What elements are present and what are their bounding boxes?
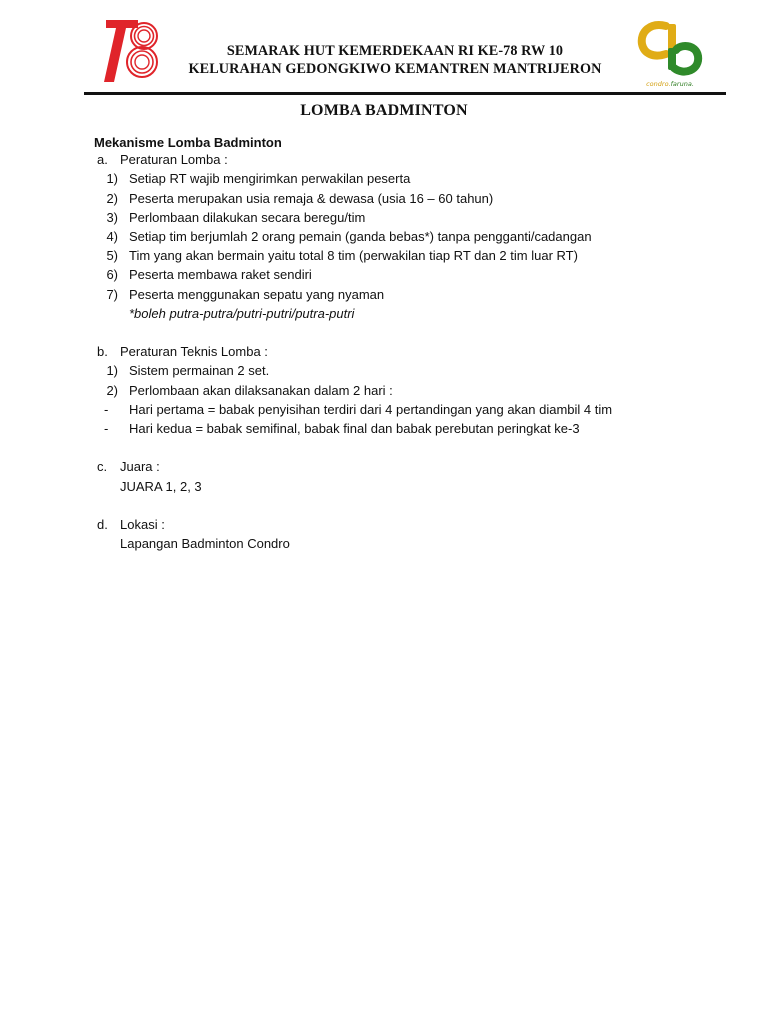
list-item: Peserta membawa raket sendiri xyxy=(129,267,312,282)
list-item: Peserta merupakan usia remaja & dewasa (usia 16 – 60 tahun) xyxy=(129,191,494,206)
list-item-marker: 2) xyxy=(106,383,118,398)
section-d-value: Lapangan Badminton Condro xyxy=(120,536,290,551)
section-c-value: JUARA 1, 2, 3 xyxy=(120,479,202,494)
list-item-marker: 5) xyxy=(106,248,118,263)
header-title xyxy=(165,42,625,78)
list-item: Perlombaan dilakukan secara beregu/tim xyxy=(129,210,366,225)
list-item-marker: 3) xyxy=(106,210,118,225)
logo-caption: condro.faruna. xyxy=(646,80,694,88)
logo-caption-a: condro xyxy=(646,80,669,88)
page-title: LOMBA BADMINTON xyxy=(300,102,468,119)
list-item: Peserta menggunakan sepatu yang nyaman xyxy=(129,287,385,302)
list-item-marker: - xyxy=(104,402,109,417)
list-item: Setiap tim berjumlah 2 orang pemain (ganda bebas*) tanpa pengganti/cadangan xyxy=(129,229,592,244)
section-d-label: Lokasi : xyxy=(120,517,165,532)
section-b-label: Peraturan Teknis Lomba : xyxy=(120,344,268,359)
condro-faruna-logo-icon xyxy=(636,20,704,92)
list-item-marker: 6) xyxy=(106,267,118,282)
section-c-label: Juara : xyxy=(120,459,160,474)
section-b-letter: b. xyxy=(97,344,108,359)
list-item: Sistem permainan 2 set. xyxy=(129,363,270,378)
list-item-marker: 4) xyxy=(106,229,118,244)
list-item: Tim yang akan bermain yaitu total 8 tim (perwakilan tiap RT dan 2 tim luar RT) xyxy=(129,248,578,263)
header-line-1: SEMARAK HUT KEMERDEKAAN RI KE-78 RW 10 xyxy=(226,43,564,59)
section-c-letter: c. xyxy=(97,459,108,474)
list-item-marker: 2) xyxy=(106,191,118,206)
list-item: Setiap RT wajib mengirimkan perwakilan peserta xyxy=(129,171,411,186)
header-divider xyxy=(84,92,726,95)
header-line-2: KELURAHAN GEDONGKIWO KEMANTREN MANTRIJERON xyxy=(188,61,602,77)
logo-caption-b: faruna xyxy=(670,80,692,88)
list-item-marker: - xyxy=(104,421,109,436)
subtitle: Mekanisme Lomba Badminton xyxy=(94,135,282,150)
list-item-marker: 1) xyxy=(106,171,118,186)
hut-ri-78-logo-icon xyxy=(102,18,162,86)
section-a-label: Peraturan Lomba : xyxy=(120,152,228,167)
list-item-marker: 7) xyxy=(106,287,118,302)
section-a-letter: a. xyxy=(97,152,108,167)
list-item: Perlombaan akan dilaksanakan dalam 2 hari : xyxy=(129,383,393,398)
footnote: *boleh putra-putra/putri-putri/putra-putri xyxy=(129,306,355,321)
section-d-letter: d. xyxy=(97,517,108,532)
list-item: Hari kedua = babak semifinal, babak final dan babak perebutan peringkat ke-3 xyxy=(129,421,580,436)
list-item-marker: 1) xyxy=(106,363,118,378)
list-item: Hari pertama = babak penyisihan terdiri dari 4 pertandingan yang akan diambil 4 tim xyxy=(129,402,613,417)
